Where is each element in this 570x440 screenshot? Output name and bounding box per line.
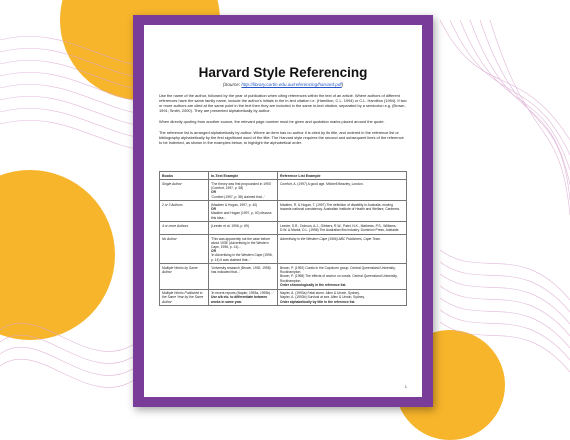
row-in-text <box>209 264 278 289</box>
row-reference <box>278 264 407 289</box>
reference-line: Comfort, A. (1997) A good age. Mitchell Beazley, London. <box>280 181 364 186</box>
intro-paragraph: Use the name of the author, followed by the year of publication when citing references within the text of an article. Where authors of different references have the same family name, include the author's initials in the in-text citation i.e. (Hamilton, C.L. 1994) or C.L. Hamilton (1994). If two or more authors are cited at the same point in the text then they are included in the same in-text citation, separated by a semicolon e.g. (Brown, 1991; Smith, 2000). They are presented alphabetically by author. <box>159 93 407 113</box>
header-reference: Reference List Example <box>278 172 407 180</box>
reference-line: Advertising in the Western Cape (1996) ABC Publishers, Cape Town. <box>280 236 381 241</box>
row-book: Single Author <box>160 180 209 201</box>
document-title: Harvard Style Referencing <box>198 65 368 80</box>
quote-paragraph: When directly quoting from another source, the relevant page number must be given and quotation marks placed around the quote. <box>159 119 385 124</box>
row-reference <box>278 234 407 263</box>
source-suffix: ) <box>341 82 344 87</box>
in-text-line: 'In Advertising in the Western Cape (1996, p. 14) it was claimed that...' <box>211 253 273 262</box>
in-text-line: (Madden & Hogan, 1997, p. 40) <box>211 202 258 207</box>
reference-line: Leeder, S.R., Dobson, A.J., Gibbers, R.W., Patel, N.K., Mathews, P.S., Williams, D.W. & Mariot, D.L. (1996) The Australian film industry. Dominion Press, Adelaide. <box>280 223 400 233</box>
in-text-line: 'Comfort (1997, p. 58) claimed that...' <box>211 194 266 199</box>
source-link[interactable]: http://library.curtin.edu.au/referencing/harvard.pdf <box>241 82 342 87</box>
document-page <box>144 25 422 397</box>
row-in-text <box>209 180 278 201</box>
table-row <box>160 180 407 201</box>
in-text-line: 'The theory was first propounded in 1993' (Comfort, 1997, p. 58) <box>211 181 272 191</box>
source-prefix: (Source: <box>222 82 242 87</box>
table-row <box>160 201 407 222</box>
row-reference <box>278 289 407 306</box>
in-text-or: OR <box>211 190 216 195</box>
reference-line: Brown, P. (1992) Corals in the Capricorn group. Central Queensland University, Rockhampton. <box>280 265 396 275</box>
header-in-text: In-Text Example <box>209 172 278 180</box>
in-text-line: Madden and Hogan (1997, p. 40) discuss this idea... <box>211 211 272 220</box>
row-in-text <box>209 222 278 235</box>
referencing-table <box>159 171 407 306</box>
reference-line: Brown, P. (1998) The effects of anchor on corals. Central Queensland University, Rockhampton. <box>280 274 398 283</box>
row-book: 4 or more Authors <box>160 222 209 235</box>
row-book: No Author <box>160 234 209 263</box>
table-row <box>160 264 407 289</box>
in-text-line: 'This was apparently not the case before about 1935' (Advertising in the Western Cape, 1996, p. 14)... <box>211 236 271 249</box>
row-in-text <box>209 201 278 222</box>
in-text-note: Use a/b etc. to differentiate between works in same year. <box>211 295 268 304</box>
reference-note: Order chronologically in the reference list. <box>280 282 347 287</box>
reference-line: Madden, R. & Hogan, T. (1997) The definition of disability in Australia: moving towards national consistency. Australian Institute of Health and Welfare, Canberra. <box>280 202 400 212</box>
table-header-row <box>160 172 407 180</box>
reference-list-paragraph: The reference list is arranged alphabetically by author. Where an item has no author it is cited by its title, and ordered in the reference list or bibliography alphabetically by the first significant word of the title. The Harvard style requires the second and subsequent lines of the reference to be indented, as shown in the examples below, to highlight the alphabetical order. <box>159 130 404 145</box>
row-book: 2 or 3 Authors <box>160 201 209 222</box>
in-text-line: (Leeder et al. 1996, p. 69) <box>211 223 249 228</box>
table-row <box>160 289 407 306</box>
in-text-line: 'In recent reports (Napier, 1993a, 1993b)...' <box>211 291 274 296</box>
reference-note: Order alphabetically by title in the reference list. <box>280 299 356 304</box>
page-number: 1 <box>404 384 407 389</box>
reference-line: Napier, A. (1993b) Survival at sea. Allen & Unwin, Sydney. <box>280 295 365 300</box>
in-text-or: OR <box>211 207 216 212</box>
row-reference <box>278 201 407 222</box>
table-row <box>160 234 407 263</box>
row-book: Multiple Works Published in the Same Year by the Same Author <box>160 289 209 306</box>
in-text-line: 'University research (Brown, 1992, 1998) has indicated that...' <box>211 265 271 275</box>
document-source <box>144 82 422 87</box>
table-row <box>160 222 407 235</box>
row-reference <box>278 222 407 235</box>
row-reference <box>278 180 407 201</box>
document-frame <box>133 15 433 407</box>
row-in-text <box>209 289 278 306</box>
reference-line: Napier, A. (1993a) Fatal storm. Allen & Unwin, Sydney. <box>280 291 360 296</box>
row-in-text <box>209 234 278 263</box>
header-books: Books <box>160 172 209 180</box>
in-text-or: OR <box>211 249 216 254</box>
row-book: Multiple Works by Same Author <box>160 264 209 289</box>
